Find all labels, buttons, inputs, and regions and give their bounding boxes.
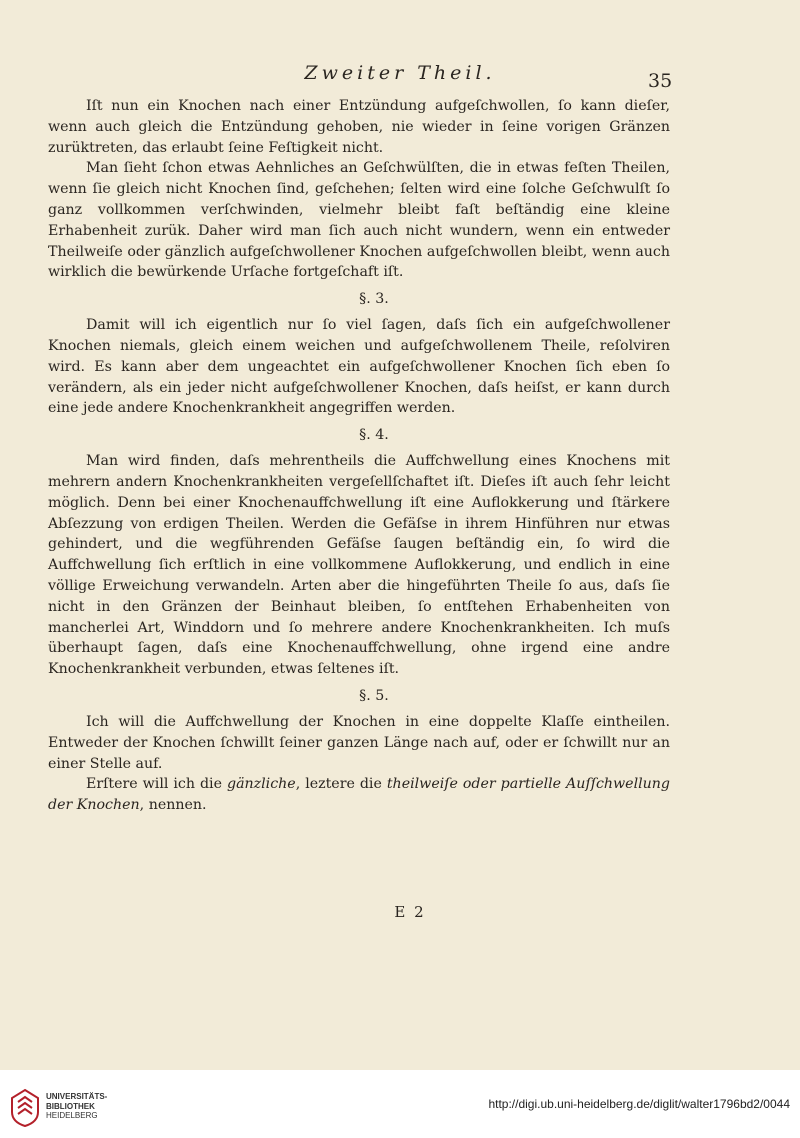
running-title: Zweiter Theil.: [304, 62, 496, 84]
page-number: 35: [648, 70, 673, 92]
library-line-1: UNIVERSITÄTS-: [46, 1092, 108, 1101]
library-line-2: BIBLIOTHEK: [46, 1101, 95, 1111]
paragraph-2: Man ſieht ſchon etwas Aehnliches an Geſchwülſten, die in etwas feſten Theilen, wenn ſie gleich nicht Knochen ſind, geſchehen; ſelten wird eine ſolche Geſchwulſt ſo ganz vollkommen verſchwinden, vielmehr bleibt faſt beſtändig eine kleine Erhabenheit zurük. Daher wird man ſich auch nicht wundern, wenn ein entweder Theilweiſe oder gänzlich aufgeſchwollener Knochen aufgeſchwollen bleibt, wenn auch wirklich die bewürkende Urſache fortgeſchaft iſt.: [48, 160, 670, 281]
section-3-paragraph: Damit will ich eigentlich nur ſo viel ſagen, daſs ſich ein aufgeſchwollener Knochen niemals, gleich einem weichen und aufgeſchwollenem Theile, reſolviren wird. Es kann aber dem ungeachtet ein aufgeſchwollener Knochen ſich eben ſo verändern, als ein jeder nicht aufgeſchwollener Knochen, daſs heiſst, er kann durch eine jede andere Knochenkrankheit angegriffen werden.: [48, 317, 670, 417]
term-gaenzliche: gänzliche: [226, 776, 296, 793]
signature-mark: E 2: [394, 903, 426, 921]
source-url-link[interactable]: http://digi.ub.uni-heidelberg.de/diglit/walter1796bd2/0044: [488, 1097, 790, 1111]
term-theilweise: theilweiſe oder partielle Auſſchwellung der Knochen: [48, 776, 670, 814]
last-para-mid: , leztere die: [295, 776, 387, 793]
section-heading-5: §. 5.: [359, 687, 389, 704]
section-5-paragraph-2: [48, 774, 670, 816]
body-text: [48, 96, 670, 816]
paragraph-1: Iſt nun ein Knochen nach einer Entzündung aufgeſchwollen, ſo kann dieſer, wenn auch gleich die Entzündung gehoben, nie wieder in ſeine vorigen Gränzen zurüktreten, das erlaubt ſeine Feſtigkeit nicht.: [48, 98, 670, 156]
last-para-post: , nennen.: [139, 797, 207, 814]
section-5-paragraph-1: Ich will die Auffchwellung der Knochen in eine doppelte Klaſſe eintheilen. Entweder der Knochen ſchwillt ſeiner ganzen Länge nach auf, oder er ſchwillt nur an einer Stelle auf.: [48, 713, 670, 772]
library-line-3: HEIDELBERG: [46, 1111, 98, 1120]
section-heading-4: §. 4.: [359, 427, 389, 444]
digitization-footer: [0, 1070, 800, 1138]
heidelberg-library-logo-icon: [10, 1088, 40, 1128]
library-name: [46, 1092, 107, 1121]
last-para-pre: Erſtere will ich die: [86, 776, 227, 793]
section-heading-3: §. 3.: [359, 291, 389, 308]
section-4-paragraph: Man wird finden, daſs mehrentheils die Auffchwellung eines Knochens mit mehrern andern Knochenkrankheiten vergeſellſchaftet iſt. Dieſes iſt auch ſehr leicht möglich. Denn bei einer Knochenauffchwellung iſt eine Auflokkerung und ſtärkere Abſezzung von erdigen Theilen. Werden die Gefäſse in ihrem Hinführen nur etwas gehindert, und die wegführenden Gefäſse ſaugen beſtändig ein, ſo wird die Auffchwellung ſich erſtlich in eine vollkommene Auflokkerung, und endlich in eine völlige Erweichung verwandeln. Arten aber die hingeführten Theile ſo aus, daſs ſie nicht in den Gränzen der Beinhaut bleiben, ſo entſtehen Erhabenheiten von mancherlei Art, Winddorn und ſo mehrere andere Knochenkrankheiten. Ich muſs überhaupt ſagen, daſs eine Knochenauffchwellung, ohne irgend eine andre Knochenkrankheit verbunden, etwas ſeltenes iſt.: [48, 453, 670, 678]
